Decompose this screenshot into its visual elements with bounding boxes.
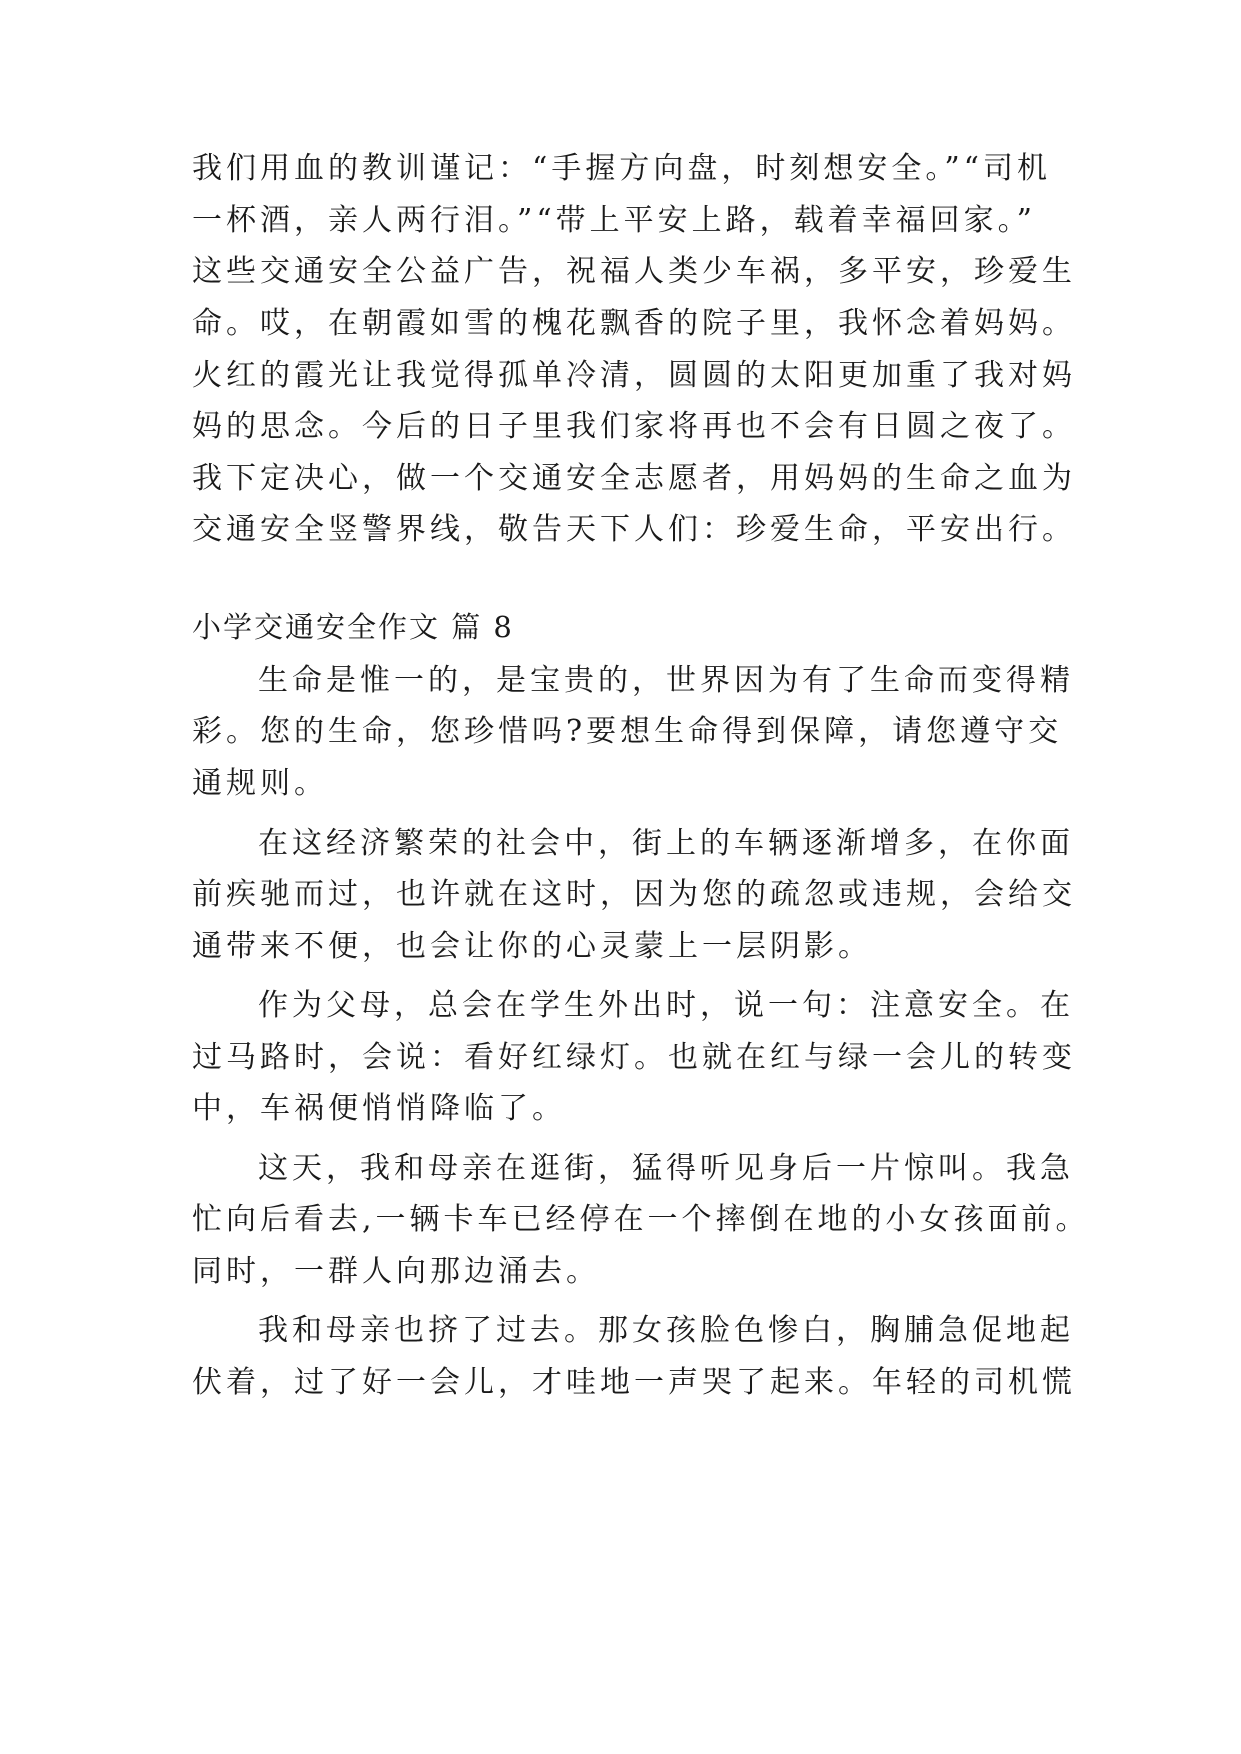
text-line: 彩。您的生命，您珍惜吗?要想生命得到保障，请您遵守交: [192, 714, 1063, 749]
text-line: 忙向后看去,一辆卡车已经停在一个摔倒在地的小女孩面前。: [192, 1202, 1090, 1237]
text-line: 一杯酒，亲人两行泪。”“带上平安上路，载着幸福回家。”: [192, 203, 1037, 238]
paragraph-first-line: 这天，我和母亲在逛街，猛得听见身后一片惊叫。我急: [258, 1151, 1074, 1186]
text-line: 我下定决心，做一个交通安全志愿者，用妈妈的生命之血为: [192, 461, 1076, 496]
paragraph-first-line: 生命是惟一的，是宝贵的，世界因为有了生命而变得精: [258, 663, 1074, 698]
section-heading: 小学交通安全作文 篇 8: [192, 610, 514, 644]
text-line: 交通安全竖警界线，敬告天下人们：珍爱生命，平安出行。: [192, 512, 1076, 547]
text-line: 命。哎，在朝霞如雪的槐花飘香的院子里，我怀念着妈妈。: [192, 306, 1076, 341]
text-line: 同时，一群人向那边涌去。: [192, 1254, 600, 1289]
text-line: 前疾驰而过，也许就在这时，因为您的疏忽或违规，会给交: [192, 877, 1076, 912]
text-line: 我们用血的教训谨记：“手握方向盘，时刻想安全。”“司机: [192, 151, 1052, 186]
text-line: 中，车祸便悄悄降临了。: [192, 1091, 566, 1126]
text-line: 妈的思念。今后的日子里我们家将再也不会有日圆之夜了。: [192, 409, 1076, 444]
paragraph-first-line: 作为父母，总会在学生外出时，说一句：注意安全。在: [258, 988, 1074, 1023]
text-line: 伏着，过了好一会儿，才哇地一声哭了起来。年轻的司机慌: [192, 1365, 1076, 1400]
paragraph-first-line: 我和母亲也挤了过去。那女孩脸色惨白，胸脯急促地起: [258, 1313, 1074, 1348]
text-line: 火红的霞光让我觉得孤单冷清，圆圆的太阳更加重了我对妈: [192, 358, 1076, 393]
text-line: 这些交通安全公益广告，祝福人类少车祸，多平安，珍爱生: [192, 254, 1076, 289]
text-line: 通规则。: [192, 766, 328, 801]
paragraph-first-line: 在这经济繁荣的社会中，街上的车辆逐渐增多，在你面: [258, 826, 1074, 861]
text-line: 过马路时，会说：看好红绿灯。也就在红与绿一会儿的转变: [192, 1040, 1076, 1075]
text-line: 通带来不便，也会让你的心灵蒙上一层阴影。: [192, 929, 872, 964]
